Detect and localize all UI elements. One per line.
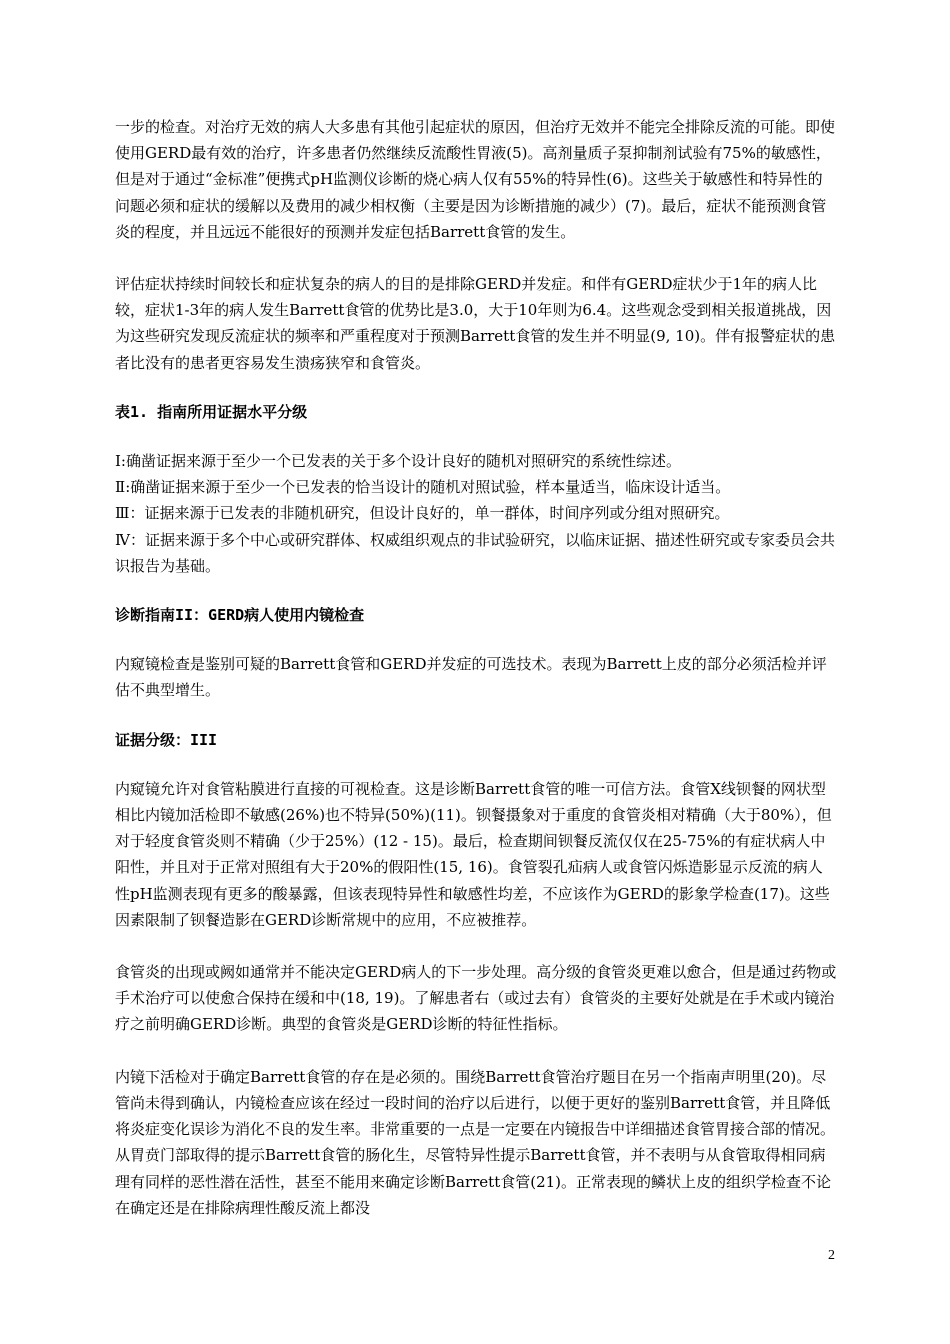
- evidence-grade: 证据分级：III: [115, 730, 218, 749]
- guideline-statement: 内窥镜检查是鉴别可疑的Barrett食管和GERD并发症的可选技术。表现为Barrett上皮的部分必须活检并评估不典型增生。: [115, 655, 827, 700]
- paragraph-endoscopy-visual: 内窥镜允许对食管粘膜进行直接的可视检查。这是诊断Barrett食管的唯一可信方法。食管X线钡餐的网状型相比内镜加活检即不敏感(26%)也不特异(50%)(11)。钡餐摄象对于重度的食管炎相对精确（大于80%），但对于轻度食管炎则不精确（少于25%）(12 - 15)。最后，检查期间钡餐反流仅仅在25-75%的有症状病人中阳性，并且对于正常对照组有大于20%的假阳性(15, 16)。食管裂孔疝病人或食管闪烁造影显示反流的病人性pH监测表现有更多的酸暴露，但该表现特异性和敏感性均差，不应该作为GERD的影象学检查(17)。这些因素限制了钡餐造影在GERD诊断常规中的应用，不应被推荐。: [115, 779, 832, 929]
- evidence-level-list: [115, 448, 837, 579]
- evidence-level-2: Ⅱ:确凿证据来源于至少一个已发表的恰当设计的随机对照试验，样本量适当，临床设计适当。: [115, 478, 731, 497]
- evidence-level-1: Ⅰ:确凿证据来源于至少一个已发表的关于多个设计良好的随机对照研究的系统性综述。: [115, 452, 681, 471]
- paragraph-esophagitis: 食管炎的出现或阙如通常并不能决定GERD病人的下一步处理。高分级的食管炎更难以愈合，但是通过药物或手术治疗可以使愈合保持在缓和中(18, 19)。了解患者右（或过去有）食管炎的主要好处就是在手术或内镜治疗之前明确GERD诊断。典型的食管炎是GERD诊断的特征性指标。: [115, 963, 837, 1034]
- paragraph-treatment-response: 一步的检查。对治疗无效的病人大多患有其他引起症状的原因，但治疗无效并不能完全排除反流的可能。即使使用GERD最有效的治疗，许多患者仍然继续反流酸性胃液(5)。高剂量质子泵抑制剂试验有75%的敏感性，但是对于通过“金标准”便携式pH监测仪诊断的烧心病人仅有55%的特异性(6)。这些关于敏感性和特异性的问题必须和症状的缓解以及费用的减少相权衡（主要是因为诊断措施的减少）(7)。最后，症状不能预测食管炎的程度，并且远远不能很好的预测并发症包括Barrett食管的发生。: [115, 118, 836, 241]
- evidence-level-4: Ⅳ：证据来源于多个中心或研究群体、权威组织观点的非试验研究，以临床证据、描述性研究或专家委员会共识报告为基础。: [115, 530, 835, 575]
- paragraph-symptom-duration: 评估症状持续时间较长和症状复杂的病人的目的是排除GERD并发症。和伴有GERD症状少于1年的病人比较，症状1-3年的病人发生Barrett食管的优势比是3.0，大于10年则为6.4。这些观念受到相关报道挑战，因为这些研究发现反流症状的频率和严重程度对于预测Barrett食管的发生并不明显(9, 10)。伴有报警症状的患者比没有的患者更容易发生溃疡狭窄和食管炎。: [115, 275, 836, 372]
- guideline-title: 诊断指南II：GERD病人使用内镜检查: [115, 606, 365, 625]
- evidence-level-3: Ⅲ：证据来源于已发表的非随机研究，但设计良好的，单一群体，时间序列或分组对照研究。: [115, 504, 730, 523]
- paragraph-biopsy: 内镜下活检对于确定Barrett食管的存在是必须的。围绕Barrett食管治疗题目在另一个指南声明里(20)。尽管尚未得到确认，内镜检查应该在经过一段时间的治疗以后进行，以便于更好的鉴别Barrett食管，并且降低将炎症变化误诊为消化不良的发生率。非常重要的一点是一定要在内镜报告中详细描述食管胃接合部的情况。从胃贲门部取得的提示Barrett食管的肠化生，尽管特异性提示Barrett食管，并不表明与从食管取得相同病理有同样的恶性潜在活性，甚至不能用来确定诊断Barrett食管(21)。正常表现的鳞状上皮的组织学检查不论在确定还是在排除病理性酸反流上都没: [115, 1067, 836, 1217]
- table1-title: 表1. 指南所用证据水平分级: [115, 402, 308, 421]
- document-page: [115, 114, 837, 1221]
- page-number: 2: [828, 1248, 835, 1263]
